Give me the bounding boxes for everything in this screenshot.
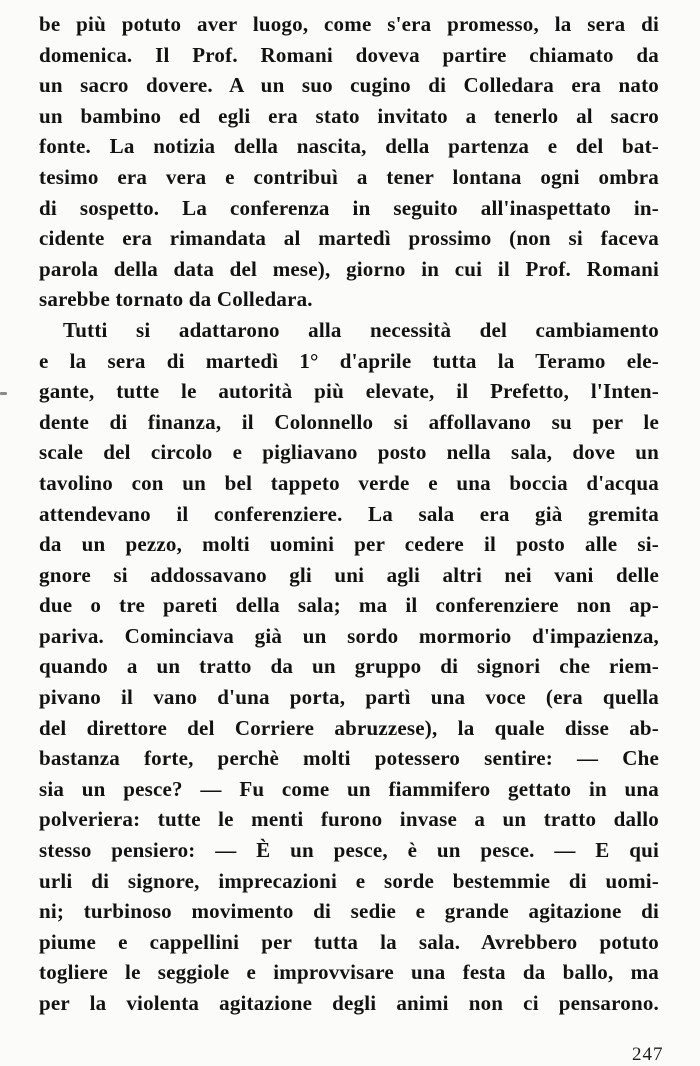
text-line: polveriera: tutte le menti furono invase a un tratto dallo (39, 807, 659, 832)
text-line: sia un pesce? — Fu come un fiammifero gettato in una (39, 776, 659, 801)
text-line: dente di finanza, il Colonnello si affollavano su per le (39, 409, 659, 434)
text-line: gante, tutte le autorità più elevate, il Prefetto, l'Inten- (39, 379, 659, 404)
text-line: quando a un tratto da un gruppo di signori che riem- (39, 654, 659, 679)
text-line: un bambino ed egli era stato invitato a tenerlo al sacro (39, 103, 659, 128)
text-line: parola della data del mese), giorno in cui il Prof. Romani (39, 256, 659, 281)
text-line: domenica. Il Prof. Romani doveva partire chiamato da (39, 42, 659, 67)
text-line: da un pezzo, molti uomini per cedere il posto alle si- (39, 532, 659, 557)
text-line: gnore si addossavano gli uni agli altri nei vani delle (39, 562, 659, 587)
text-line: bastanza forte, perchè molti potessero sentire: — Che (39, 746, 659, 771)
text-line: attendevano il conferenziere. La sala era già gremita (39, 501, 659, 526)
text-line: per la violenta agitazione degli animi non ci pensarono. (39, 991, 659, 1015)
text-line: pariva. Cominciava già un sordo mormorio d'impazienza, (39, 623, 659, 648)
text-line: tavolino con un bel tappeto verde e una boccia d'acqua (39, 470, 659, 495)
text-line: un sacro dovere. A un suo cugino di Colledara era nato (39, 73, 659, 98)
text-line: sarebbe tornato da Colledara. (39, 287, 313, 312)
text-line: Tutti si adattarono alla necessità del cambiamento (63, 317, 659, 342)
text-line: pivano il vano d'una porta, partì una voce (era quella (39, 685, 659, 710)
text-line: scale del circolo e pigliavano posto nella sala, dove un (39, 440, 659, 465)
text-line: togliere le seggiole e improvvisare una festa da ballo, ma (39, 960, 659, 985)
text-line: due o tre pareti della sala; ma il conferenziere non ap- (39, 593, 659, 618)
text-line: urli di signore, imprecazioni e sorde bestemmie di uomi- (39, 868, 659, 893)
text-line: di sospetto. La conferenza in seguito all'inaspettato in- (39, 195, 659, 220)
text-line: piume e cappellini per tutta la sala. Avrebbero potuto (39, 929, 659, 954)
text-line: fonte. La notizia della nascita, della partenza e del bat- (39, 134, 659, 159)
text-line: e la sera di martedì 1° d'aprile tutta la Teramo ele- (39, 348, 659, 373)
text-line: cidente era rimandata al martedì prossimo (non si faceva (39, 226, 659, 251)
text-line: be più potuto aver luogo, come s'era promesso, la sera di (39, 12, 659, 36)
page-number: 247 (632, 1044, 664, 1065)
scan-artifact-mark (0, 392, 7, 395)
text-line: del direttore del Corriere abruzzese), la quale disse ab- (39, 715, 659, 740)
text-line: tesimo era vera e contribuì a tener lontana ogni ombra (39, 164, 659, 189)
text-line: stesso pensiero: — È un pesce, è un pesce. — E qui (39, 838, 659, 863)
text-line: ni; turbinoso movimento di sedie e grande agitazione di (39, 899, 659, 924)
text-block (39, 9, 659, 1019)
